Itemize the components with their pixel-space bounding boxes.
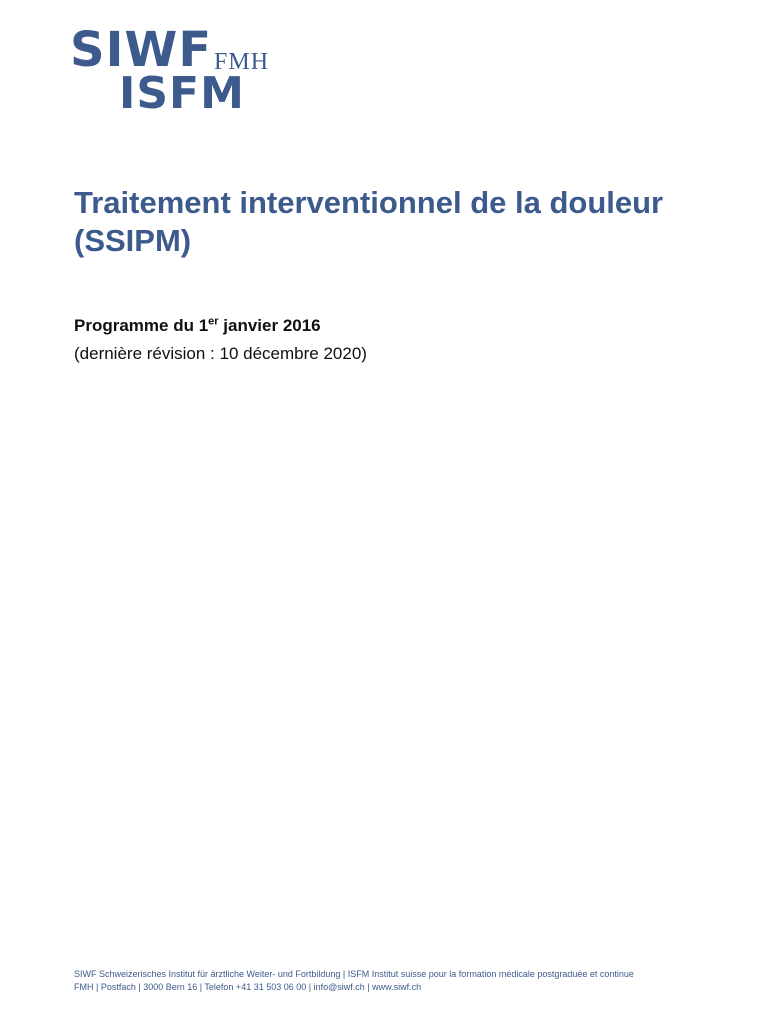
footer-line-contact: FMH | Postfach | 3000 Bern 16 | Telefon +41 31 503 06 00 | info@siwf.ch | www.siwf.ch xyxy=(74,982,422,992)
program-date-superscript: er xyxy=(208,315,219,328)
program-date xyxy=(74,314,321,338)
revision-date: (dernière révision : 10 décembre 2020) xyxy=(74,344,367,363)
program-date-suffix: janvier 2016 xyxy=(218,316,321,335)
program-date-prefix: Programme du 1 xyxy=(74,316,209,335)
logo-fmh-text: FMH xyxy=(214,49,270,75)
footer-line-institutes: SIWF Schweizerisches Institut für ärztliche Weiter- und Fortbildung | ISFM Institut suisse pour la formation médicale postgraduée et continue xyxy=(74,969,634,979)
logo-siwf-text: SIWF xyxy=(70,22,213,78)
logo-isfm-text: ISFM xyxy=(119,68,245,119)
document-title: Traitement interventionnel de la douleur (SSIPM) xyxy=(74,185,664,258)
page-footer xyxy=(74,968,734,994)
siwf-isfm-logo xyxy=(0,0,300,130)
